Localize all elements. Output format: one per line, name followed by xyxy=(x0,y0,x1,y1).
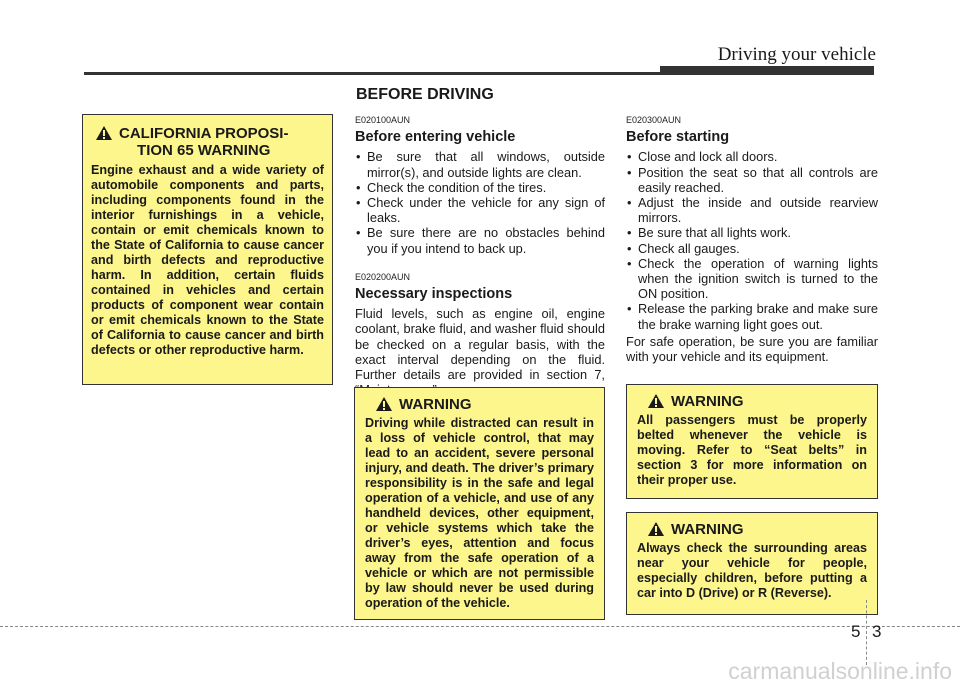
list-item: • Release the parking brake and make sure the brake warning light goes out. xyxy=(626,301,878,331)
seatbelt-body: All passengers must be properly belted whenever the vehicle is moving. Refer to “Seat belts” in section 3 for more information on their proper use. xyxy=(637,413,867,487)
warning-triangle-icon xyxy=(647,521,665,537)
inspections-body: Fluid levels, such as engine oil, engine coolant, brake fluid, and washer fluid should be checked on a regular basis, with the exact interval depending on the fluid. Further details are provided in section 7, xyxy=(355,306,605,383)
section-title: BEFORE DRIVING xyxy=(356,86,494,103)
warning-title: WARNING xyxy=(671,393,744,410)
header-rule-accent xyxy=(660,66,874,75)
list-item: • Adjust the inside and outside rearview mirrors. xyxy=(626,195,878,225)
distracted-warning-box xyxy=(354,387,605,620)
section-code: E020200AUN xyxy=(355,271,411,282)
list-item: • Position the seat so that all controls are easily reached. xyxy=(626,165,878,195)
list-item: • Be sure that all windows, outside mirror(s), and outside lights are clean. xyxy=(355,149,605,179)
page-number-divider xyxy=(866,600,867,665)
before-entering-list xyxy=(355,149,605,255)
list-item: • Check all gauges. xyxy=(626,241,878,256)
warning-title: WARNING xyxy=(399,396,472,413)
warning-triangle-icon xyxy=(95,125,113,141)
warning-title: WARNING xyxy=(671,521,744,538)
watermark: carmanualsonline.info xyxy=(728,658,952,684)
seatbelt-warning-box xyxy=(626,384,878,499)
list-item: • Check the condition of the tires. xyxy=(355,180,605,195)
distracted-body: Driving while distracted can result in a loss of vehicle control, that may lead to an accident, severe personal injury, and death. The driver’s primary responsibility is in the safe and legal operation of a vehicle, and use of any handheld devices, other equipment, or vehicle systems which take the driver’s eyes, attention and focus away from the safe operation of a vehicle or which are not permissible by law should never be used during operation of the vehicle. xyxy=(365,416,594,610)
before-entering-heading: Before entering vehicle xyxy=(355,129,516,146)
california-warning-box xyxy=(82,114,333,385)
footer-rule xyxy=(0,626,960,627)
before-starting-heading: Before starting xyxy=(626,129,730,146)
surroundings-body: Always check the surrounding areas near your vehicle for people, especially children, before putting a car into D (Drive) or R (Reverse). xyxy=(637,541,867,600)
before-starting-footer: For safe operation, be sure you are familiar with your vehicle and its equipment. xyxy=(626,333,878,365)
surroundings-warning-box xyxy=(626,512,878,615)
list-item: • Check under the vehicle for any sign of leaks. xyxy=(355,195,605,225)
list-item: • Check the operation of warning lights when the ignition switch is turned to the ON position. xyxy=(626,256,878,302)
before-entering-section xyxy=(355,113,605,397)
list-item: • Close and lock all doors. xyxy=(626,149,878,164)
warning-triangle-icon xyxy=(647,393,665,409)
list-item: • Be sure there are no obstacles behind you if you intend to back up. xyxy=(355,225,605,255)
section-code: E020100AUN xyxy=(355,115,411,125)
before-starting-list xyxy=(626,149,878,331)
warning-triangle-icon xyxy=(375,396,393,412)
chapter-title: Driving your vehicle xyxy=(717,44,876,65)
california-body: Engine exhaust and a wide variety of automobile components and parts, including components found in the interior furnishings in a vehicle, contain or emit chemicals known to the State of California to cause cancer and birth defects and reproductive harm. In addition, certain fluids contained in vehicles and certain products of component wear contain or emit chemicals known to the State of California to cause cancer and birth defects or other reproductive harm. xyxy=(91,163,324,357)
list-item: • Be sure that all lights work. xyxy=(626,225,878,240)
page-number: 3 xyxy=(872,622,882,641)
california-title-line1: CALIFORNIA PROPOSI- xyxy=(119,125,289,142)
before-starting-section xyxy=(626,113,878,364)
inspections-heading: Necessary inspections xyxy=(355,286,513,303)
california-title-line2: TION 65 WARNING xyxy=(137,142,271,159)
section-code: E020300AUN xyxy=(626,115,682,125)
section-number: 5 xyxy=(851,622,861,641)
